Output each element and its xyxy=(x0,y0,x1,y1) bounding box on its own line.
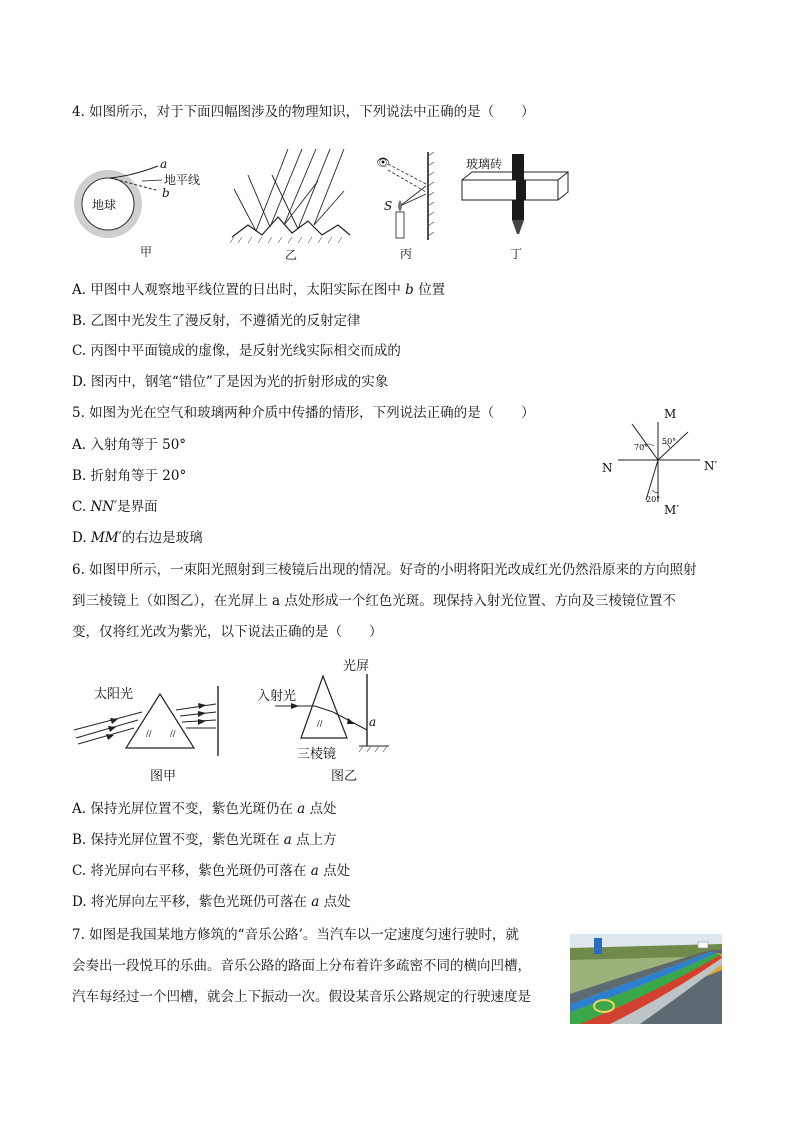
incident-label: 入射光 xyxy=(257,689,297,704)
fig-ding-caption: 丁 xyxy=(510,247,523,261)
pen-shifted xyxy=(516,180,526,200)
fig-yi-caption: 乙 xyxy=(285,248,298,262)
q6-figure-yi xyxy=(255,654,395,788)
eye-icon: 👁 xyxy=(376,156,390,169)
q4-figure-jia xyxy=(70,150,220,260)
glass-block-label: 玻璃砖 xyxy=(466,157,503,171)
q6-option-d[interactable]: D. 将光屏向左平移，紫色光斑仍可落在 a 点处 xyxy=(72,894,351,910)
music-road-photo xyxy=(570,934,722,1024)
q6-option-a[interactable]: A. 保持光屏位置不变，紫色光斑仍在 a 点处 xyxy=(72,801,337,817)
q5-option-a[interactable]: A. 入射角等于 50° xyxy=(72,437,187,453)
q4-option-b[interactable]: B. 乙图中光发生了漫反射，不遵循光的反射定律 xyxy=(72,313,361,329)
fig-jia-caption: 甲 xyxy=(140,245,153,259)
earth-label: 地球 xyxy=(92,198,117,212)
horizon-label: 地平线 xyxy=(164,173,201,187)
q5-option-b[interactable]: B. 折射角等于 20° xyxy=(72,468,187,484)
svg-text://: // xyxy=(170,729,176,738)
point-a-label: a xyxy=(369,715,377,729)
q6-stem-line-2: 到三棱镜上（如图乙），在光屏上 a 点处形成一个红色光斑。现保持入射光位置、方向及三棱镜位置不 xyxy=(72,593,676,609)
pen-top xyxy=(512,154,524,180)
q7-line-1: 7. 如图是我国某地方修筑的“音乐公路’。当汽车以一定速度匀速行驶时，就 xyxy=(72,927,519,943)
candle xyxy=(396,212,404,238)
caption-yi: 图乙 xyxy=(331,769,358,784)
point-a-label: a xyxy=(160,157,168,171)
screen-label: 光屏 xyxy=(343,659,370,674)
label-n: N xyxy=(602,461,613,475)
svg-text://: // xyxy=(146,729,152,738)
q7-line-2: 会奏出一段悦耳的乐曲。音乐公路的路面上分布着许多疏密不同的横向凹槽， xyxy=(72,958,531,974)
q5-figure xyxy=(598,402,730,520)
label-m: M xyxy=(664,407,677,421)
source-s-label: S xyxy=(384,199,393,213)
q4-option-c[interactable]: C. 丙图中平面镜成的虚像，是反射光线实际相交而成的 xyxy=(72,343,401,359)
q6-figure-jia xyxy=(72,680,232,788)
label-m-prime: M′ xyxy=(664,503,680,517)
svg-text://: // xyxy=(317,719,323,728)
q4-stem: 4. 如图所示，对于下面四幅图涉及的物理知识，下列说法中正确的是（ ） xyxy=(72,104,535,120)
angle-70-label: 70° xyxy=(634,443,649,452)
angle-50-label: 50° xyxy=(662,437,677,446)
q4-figure-yi xyxy=(228,145,358,263)
angle-20-label: 20° xyxy=(646,495,661,504)
q7-line-3: 汽车每经过一个凹槽，就会上下振动一次。假设某音乐公路规定的行驶速度是 xyxy=(72,989,531,1005)
label-n-prime: N′ xyxy=(704,459,718,473)
fig-bing-caption: 丙 xyxy=(400,247,413,261)
q5-option-c[interactable]: C. NN′是界面 xyxy=(72,499,158,515)
prism-label: 三棱镜 xyxy=(297,747,337,762)
sunlight-label: 太阳光 xyxy=(94,687,134,702)
q6-option-c[interactable]: C. 将光屏向右平移，紫色光斑仍可落在 a 点处 xyxy=(72,863,351,879)
q4-option-d[interactable]: D. 图丙中，钢笔“错位”了是因为光的折射形成的实象 xyxy=(72,374,389,390)
q6-stem-line-1: 6. 如图甲所示，一束阳光照射到三棱镜后出现的情况。好奇的小明将阳光改成红光仍然沿原来的方向照射 xyxy=(72,562,697,578)
caption-jia: 图甲 xyxy=(150,769,177,784)
q4-figure-bing xyxy=(370,148,440,263)
q4-figure-ding xyxy=(458,148,576,263)
point-b-label: b xyxy=(162,186,170,200)
q4-option-a[interactable]: A. 甲图中人观察地平线位置的日出时，太阳实际在图中 b 位置 xyxy=(72,282,446,298)
q6-stem-line-3: 变，仅将红光改为紫光，以下说法正确的是（ ） xyxy=(72,624,383,640)
q5-option-d[interactable]: D. MM′的右边是玻璃 xyxy=(72,530,203,546)
prism-yi xyxy=(301,676,347,738)
q5-stem: 5. 如图为光在空气和玻璃两种介质中传播的情形，下列说法正确的是（ ） xyxy=(72,405,535,421)
q6-option-b[interactable]: B. 保持光屏位置不变，紫色光斑在 a 点上方 xyxy=(72,832,337,848)
